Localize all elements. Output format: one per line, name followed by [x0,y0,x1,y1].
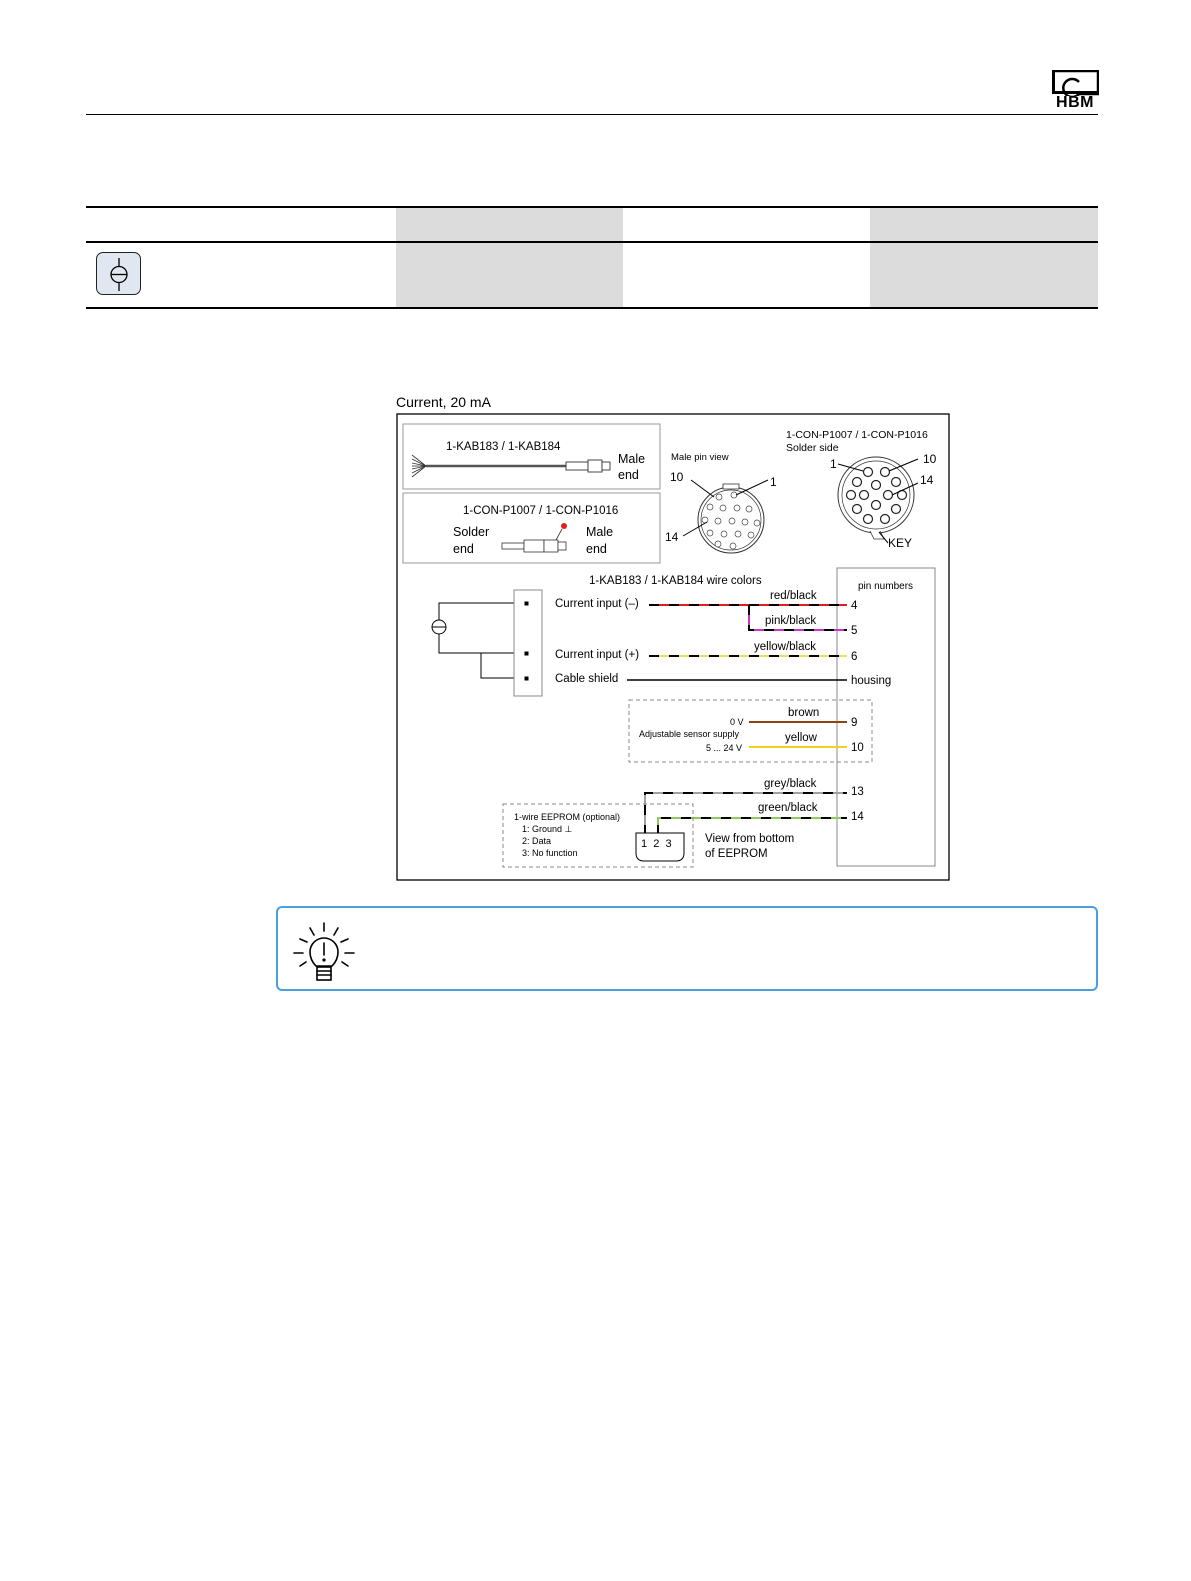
supply-label: Adjustable sensor supply [639,729,740,739]
logo-text: HBM [1056,94,1094,111]
connector-male-line1: Male [586,525,614,539]
lightbulb-tip-icon [290,920,356,984]
pin-label-14: 14 [851,811,864,823]
eeprom-pin3: 3: No function [522,848,578,858]
supply-0v-label: 0 V [730,717,744,727]
cable-end-line2: end [618,468,639,482]
wire-label-pink-black: pink/black [765,615,817,627]
solder-pin-1-label: 1 [830,457,837,471]
wire-label-red-black: red/black [770,590,817,602]
pin-label-10: 10 [851,742,864,754]
male-pin-14-label: 14 [665,530,679,544]
current-source-icon [96,252,141,295]
male-pin-view-label: Male pin view [671,452,729,463]
table-col-2-shade [396,208,623,307]
connector-panel-label: 1-CON-P1007 / 1-CON-P1016 [463,505,619,517]
eeprom-view-line2: of EEPROM [705,848,768,860]
cable-shield-label: Cable shield [555,673,619,685]
solder-end-line2: end [453,542,474,556]
header-rule [86,114,1098,115]
wire-colors-title: 1-KAB183 / 1-KAB184 wire colors [589,575,762,587]
spec-table [86,206,1098,309]
current-input-minus-label: Current input (–) [555,598,639,610]
pin-label-9: 9 [851,717,858,729]
table-bottom-rule [86,307,1098,309]
pin-label-4: 4 [851,600,858,612]
eeprom-pin-numbers: 1 2 3 [641,838,672,850]
wire-label-brown: brown [788,707,820,719]
male-pin-10-label: 10 [670,470,684,484]
wire-label-yellow: yellow [785,732,817,744]
pin-label-5: 5 [851,625,858,637]
tip-note-box [276,906,1098,991]
eeprom-title: 1-wire EEPROM (optional) [514,812,621,822]
table-top-rule [86,206,1098,208]
wiring-diagram [396,413,950,881]
solder-side-label-1: 1-CON-P1007 / 1-CON-P1016 [786,429,928,441]
connector-male-line2: end [586,542,607,556]
solder-pin-10-label: 10 [923,452,937,466]
eeprom-pin1: 1: Ground ⊥ [522,824,573,834]
pin-label-housing: housing [851,675,892,687]
wire-label-green-black: green/black [758,802,818,814]
table-header-rule [86,241,1098,243]
solder-pin-14-label: 14 [920,473,934,487]
eeprom-pin2: 2: Data [522,836,552,846]
current-input-plus-label: Current input (+) [555,649,640,661]
wire-label-yellow-black: yellow/black [754,641,816,653]
pin-label-6: 6 [851,651,858,663]
hbm-logo-icon [1051,70,1099,96]
eeprom-view-line1: View from bottom [705,833,795,845]
male-pin-1-label: 1 [770,475,777,489]
table-col-4-shade [870,208,1098,307]
pin-label-13: 13 [851,786,864,798]
pin-numbers-title: pin numbers [858,581,914,592]
supply-range-label: 5 ... 24 V [706,743,743,753]
diagram-title: Current, 20 mA [396,394,491,410]
hbm-logo [1051,70,1099,112]
solder-side-label-2: Solder side [786,442,839,454]
key-label: KEY [888,536,913,550]
cable-end-line1: Male [618,452,646,466]
wire-label-grey-black: grey/black [764,778,817,790]
cable-panel-label: 1-KAB183 / 1-KAB184 [446,441,561,453]
solder-end-line1: Solder [453,525,490,539]
